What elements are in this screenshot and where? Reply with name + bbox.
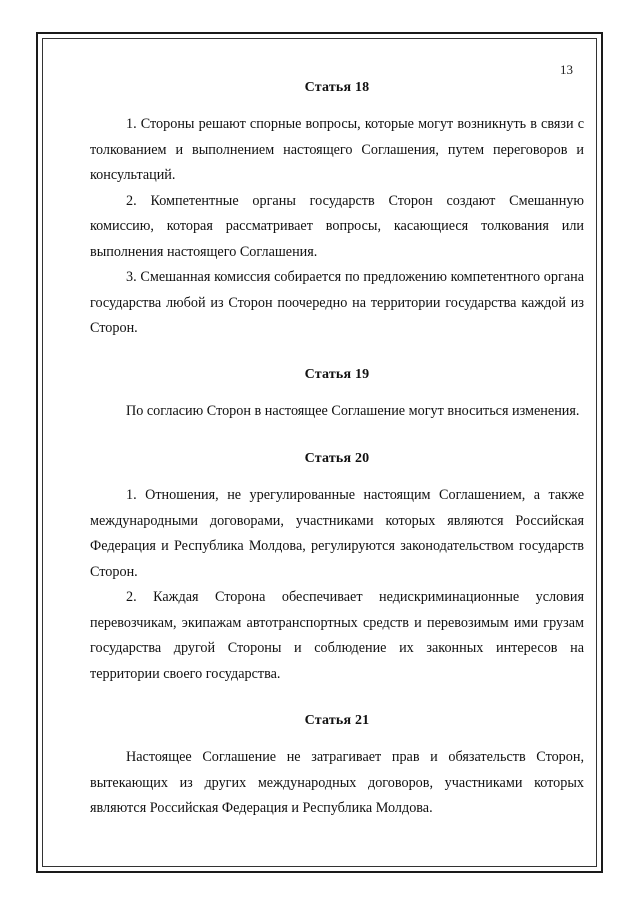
page-number: 13 bbox=[560, 62, 573, 77]
article-paragraph: 2. Компетентные органы государств Сторон создают Смешанную комиссию, которая рассматривает вопросы, касающиеся толкования или выполнения настоящего Соглашения. bbox=[90, 192, 584, 260]
article-title: Статья 21 bbox=[304, 713, 370, 728]
article-21 bbox=[90, 713, 584, 822]
article-title: Статья 18 bbox=[304, 80, 370, 95]
article-18 bbox=[90, 80, 584, 342]
article-title: Статья 19 bbox=[304, 366, 370, 382]
article-paragraph: 1. Стороны решают спорные вопросы, которые могут возникнуть в связи с толкованием и выполнением настоящего Соглашения, путем переговоров и консультаций. bbox=[90, 116, 584, 183]
article-paragraph: 1. Отношения, не урегулированные настоящим Соглашением, а также международными договорами, участниками которых являются Российская Федерация и Республика Молдова, регулируются законодательством государств Сторон. bbox=[90, 487, 584, 580]
article-paragraph: По согласию Сторон в настоящее Соглашение могут вноситься изменения. bbox=[126, 402, 580, 419]
article-19 bbox=[90, 367, 584, 425]
article-paragraph: Настоящее Соглашение не затрагивает прав и обязательств Сторон, вытекающих из других международных договоров, участниками которых являются Российская Федерация и Республика Молдова. bbox=[90, 749, 584, 816]
article-20 bbox=[90, 451, 584, 687]
article-paragraph: 3. Смешанная комиссия собирается по предложению компетентного органа государства любой из Сторон поочередно на территории государства каждой из Сторон. bbox=[90, 269, 584, 336]
article-paragraph: 2. Каждая Сторона обеспечивает недискриминационные условия перевозчикам, экипажам автотранспортных средств и перевозимым ими грузам государства другой Стороны и соблюдение их законных интересов на территории своего государства. bbox=[90, 589, 584, 682]
article-title: Статья 20 bbox=[304, 451, 370, 466]
document-body bbox=[90, 80, 584, 822]
